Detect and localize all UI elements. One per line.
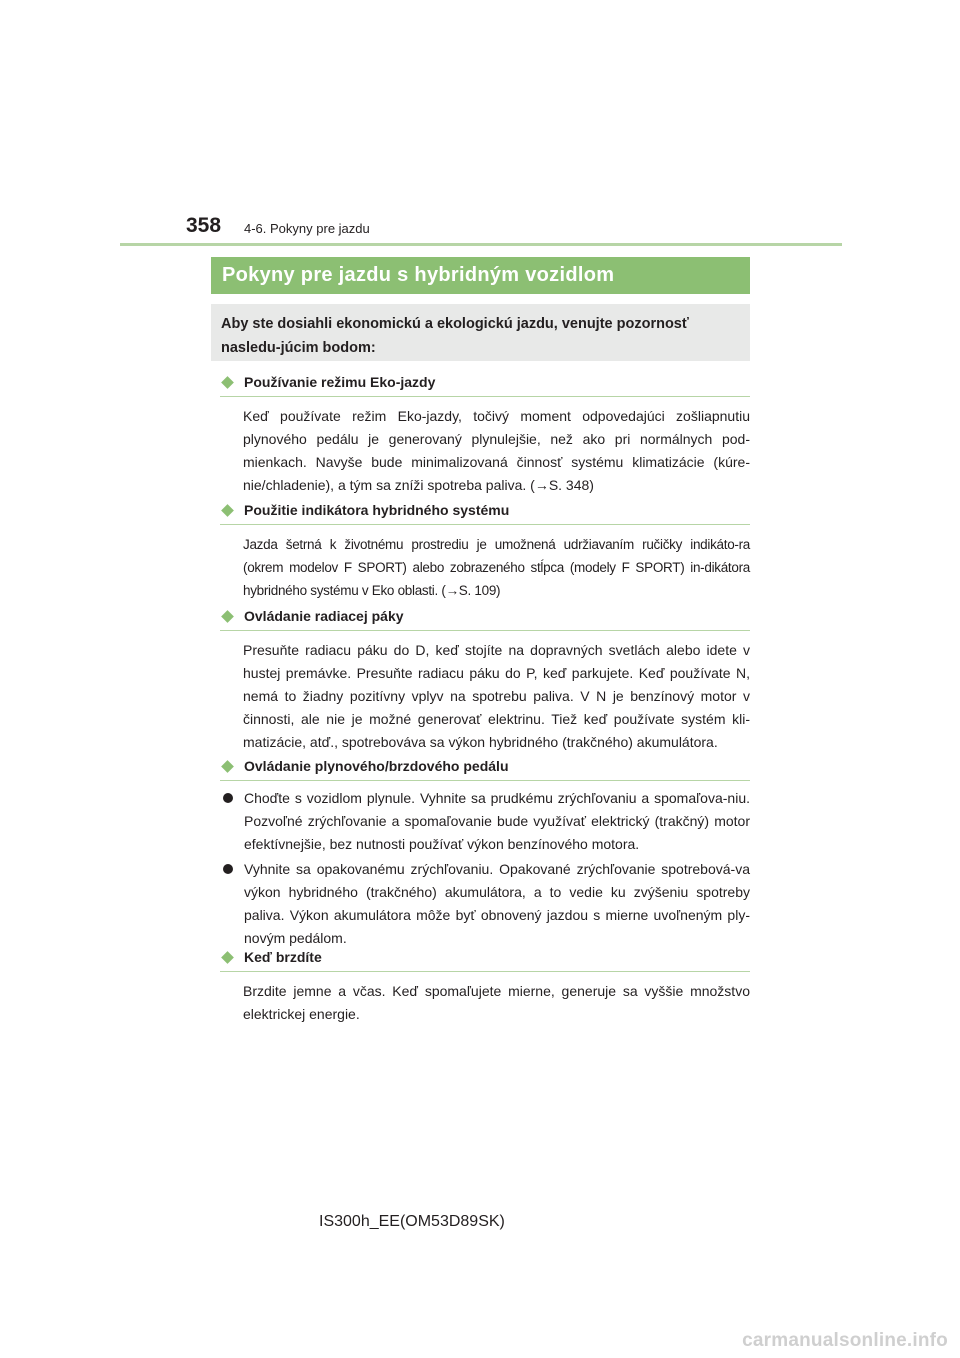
- page-number: 358: [186, 214, 222, 237]
- diamond-icon: [221, 760, 234, 773]
- section-heading-text: Keď brzdíte: [244, 949, 322, 965]
- header-rule: [120, 243, 842, 246]
- section-shift-lever: [220, 604, 750, 754]
- section-heading: [220, 945, 750, 972]
- bullet-icon: [223, 864, 233, 874]
- section-heading: [220, 754, 750, 781]
- page-title: Pokyny pre jazdu s hybridným vozidlom: [222, 264, 615, 286]
- list-item: [220, 787, 750, 856]
- bullet-icon: [223, 793, 233, 803]
- list-item: [220, 858, 750, 950]
- section-heading: [220, 370, 750, 397]
- section-heading: [220, 498, 750, 525]
- section-heading: [220, 604, 750, 631]
- section-hybrid-indicator: [220, 498, 750, 602]
- section-heading-text: Ovládanie radiacej páky: [244, 608, 404, 624]
- bullet-text: Choďte s vozidlom plynule. Vyhnite sa prudkému zrýchľovaniu a spomaľova-niu. Pozvoľné zrýchľovanie a spomaľovanie bude využívať elektrický (trakčný) motor efektívnejšie, bez nutnosti používať výkon benzínového motora.: [244, 790, 750, 852]
- section-pedal-control: [220, 754, 750, 950]
- manual-code: IS300h_EE(OM53D89SK): [319, 1213, 505, 1230]
- section-text: Presuňte radiacu páku do D, keď stojíte na dopravných svetlách alebo idete v hustej premávke. Presuňte radiacu páku do P, keď parkujete. Keď používate N, nemá to žiadny pozitívny vplyv na spotrebu paliva. V N je benzínový motor v činnosti, ale nie je možné generovať elektrinu. Tiež keď používate systém kli-matizácie, atď., spotrebováva sa výkon hybridného (trakčného) akumulátora.: [243, 642, 750, 750]
- section-heading-text: Používanie režimu Eko-jazdy: [244, 374, 436, 390]
- section-eco-mode: [220, 370, 750, 497]
- section-braking: [220, 945, 750, 1026]
- diamond-icon: [221, 610, 234, 623]
- watermark: carmanualsonline.info: [742, 1330, 948, 1351]
- intro-box: Aby ste dosiahli ekonomickú a ekologickú jazdu, venujte pozornosť nasledu-júcim bodom:: [211, 304, 750, 361]
- diamond-icon: [221, 951, 234, 964]
- running-head: 4-6. Pokyny pre jazdu: [244, 221, 370, 236]
- section-text: Keď používate režim Eko-jazdy, točivý moment odpovedajúci zošliapnutiu plynového pedálu je generovaný plynulejšie, než ako pri normálnych pod-mienkach. Navyše bude minimalizovaná činnosť systému klimatizácie (kúre-nie/chladenie), a tým sa zníži spotreba paliva. (→S. 348): [243, 408, 750, 493]
- section-text: Brzdite jemne a včas. Keď spomaľujete mierne, generuje sa vyššie množstvo elektrickej energie.: [243, 983, 750, 1022]
- bullet-text: Vyhnite sa opakovanému zrýchľovaniu. Opakované zrýchľovanie spotrebová-va výkon hybridného (trakčného) akumulátora, a to vedie ku zvýšeniu spotreby paliva. Výkon akumulátora môže byť obnovený jazdou s mierne uvoľneným ply-novým pedálom.: [244, 861, 750, 946]
- section-text: Jazda šetrná k životnému prostrediu je umožnená udržiavaním ručičky indikáto-ra (okrem modelov F SPORT) alebo zobrazeného stĺpca (modely F SPORT) in-dikátora hybridného systému v Eko oblasti. (→S. 109): [243, 537, 750, 598]
- section-title-banner: [211, 257, 750, 294]
- diamond-icon: [221, 376, 234, 389]
- section-heading-text: Použitie indikátora hybridného systému: [244, 502, 510, 518]
- section-heading-text: Ovládanie plynového/brzdového pedálu: [244, 758, 509, 774]
- diamond-icon: [221, 504, 234, 517]
